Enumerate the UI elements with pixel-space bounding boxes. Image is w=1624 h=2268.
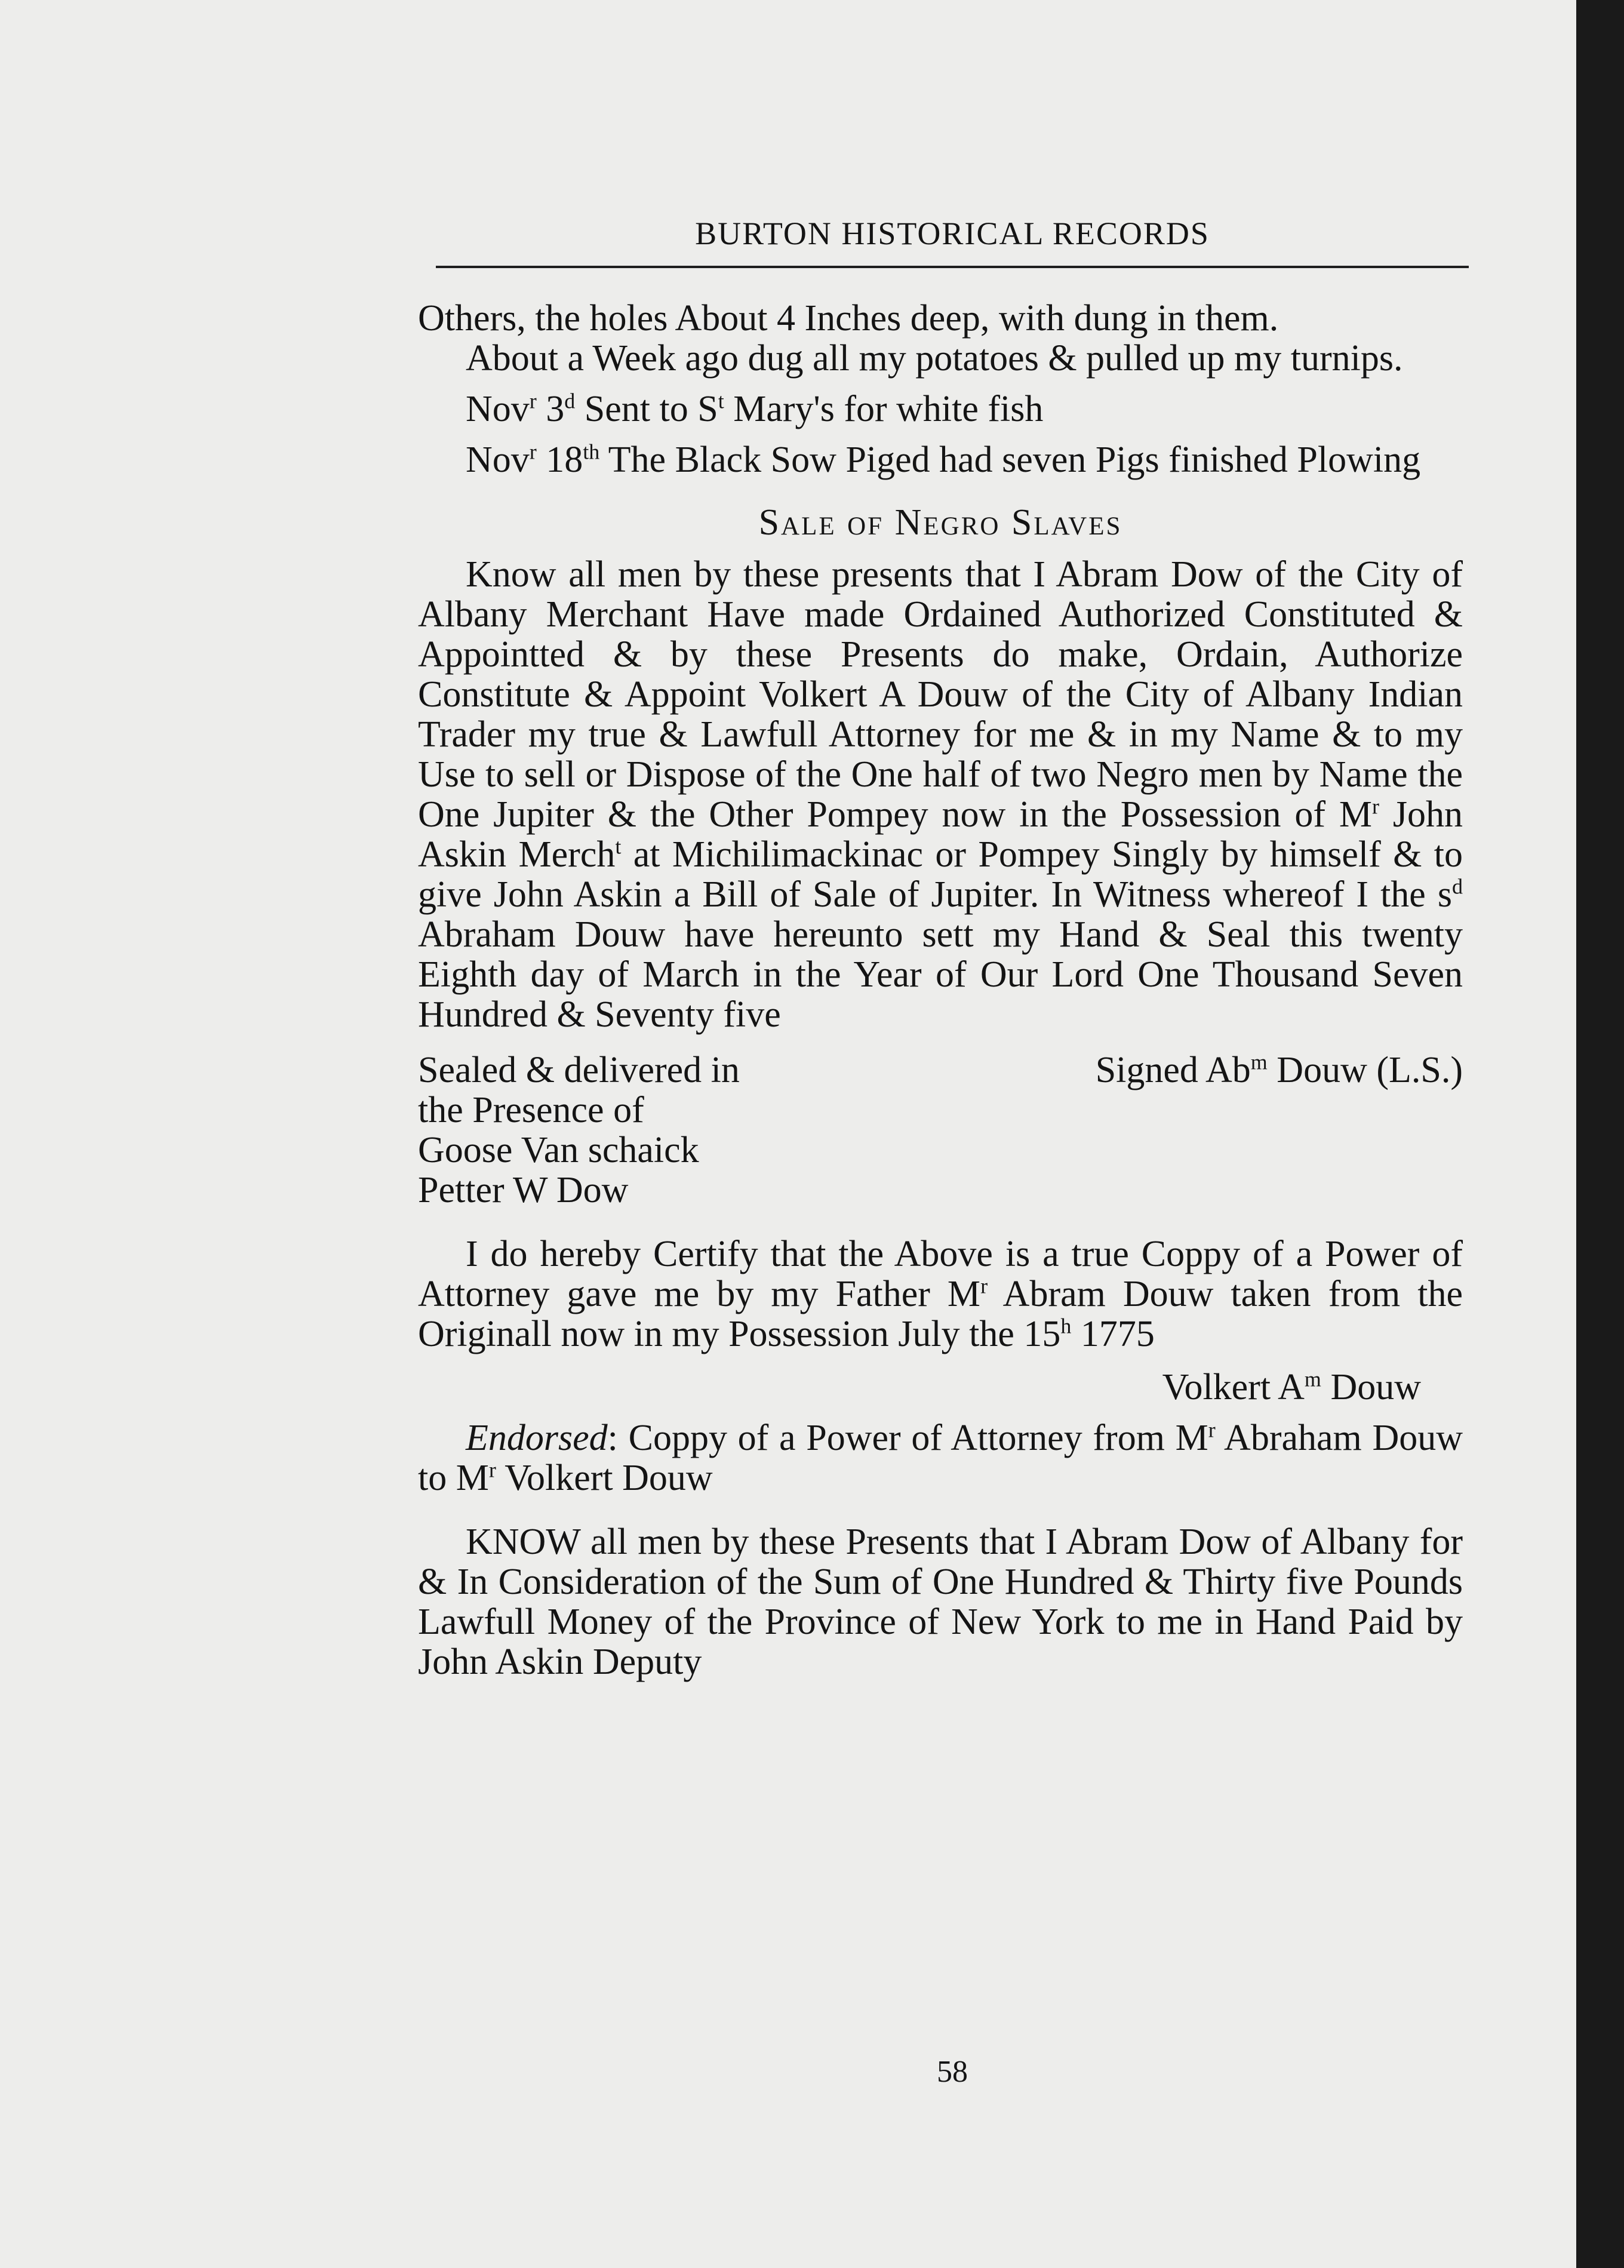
certification-signer: Volkert $A^m$ Douw	[1162, 1367, 1421, 1407]
deed-paragraph: KNOW all men by these Presents that I Abram Dow of Albany for & In Consideration of the Sum of One Hundred & Thirty five Pounds Lawfull Money of the Province of New York to me in Hand Paid by John Askin Deputy	[418, 1522, 1463, 1682]
header-rule	[436, 266, 1469, 268]
diary-line: Nov$^r$ 3$^d$ Sent to $S^t$ Mary's for white fish	[466, 389, 1044, 429]
diary-line: Nov$^r$ 18th The Black Sow Piged had seven Pigs finished Plowing	[466, 440, 1421, 480]
running-header: BURTON HISTORICAL RECORDS	[695, 216, 1210, 251]
deed-paragraph: Know all men by these presents that I Abram Dow of the City of Albany Merchant Have made Ordained Authorized Constituted & Appointted & by these Presents do make, Ordain, Authorize Constitute & Appoint Volkert A Douw of the City of Albany Indian Trader my true & Lawfull Attorney for me & in my Name & to my Use to sell or Dispose of the One half of two Negro men by Name the One Jupiter & the Other Pompey now in the Possession of $M^r$ John Askin Merch$^t$ at Michilimackinac or Pompey Singly by himself & to give John Askin a Bill of Sale of Jupiter. In Witness whereof I the $s^d$ Abraham Douw have hereunto sett my Hand & Seal this twenty Eighth day of March in the Year of Our Lord One Thousand Seven Hundred & Seventy five	[418, 554, 1463, 1035]
witness-block: Sealed & delivered in the Presence of Goose Van schaick Petter W Dow	[418, 1050, 740, 1210]
diary-line: About a Week ago dug all my potatoes & pulled up my turnips.	[466, 338, 1403, 379]
signature-block	[418, 1050, 1463, 1210]
diary-line: Others, the holes About 4 Inches deep, with dung in them.	[418, 298, 1279, 339]
section-title: Sale of Negro Slaves	[758, 502, 1122, 543]
signed-line: Signed Ab$^m$ Douw (L.S.)	[1095, 1050, 1463, 1090]
page-body	[418, 299, 1463, 1682]
endorsement: Endorsed: Coppy of a Power of Attorney from $M^r$ Abraham Douw to $M^r$ Volkert Douw	[418, 1418, 1463, 1498]
certification-paragraph: I do hereby Certify that the Above is a true Coppy of a Power of Attorney gave me by my Father $M^r$ Abram Douw taken from the Originall now in my Possession July the 15$^h$ 1775	[418, 1234, 1463, 1354]
page-number: 58	[937, 2055, 968, 2089]
